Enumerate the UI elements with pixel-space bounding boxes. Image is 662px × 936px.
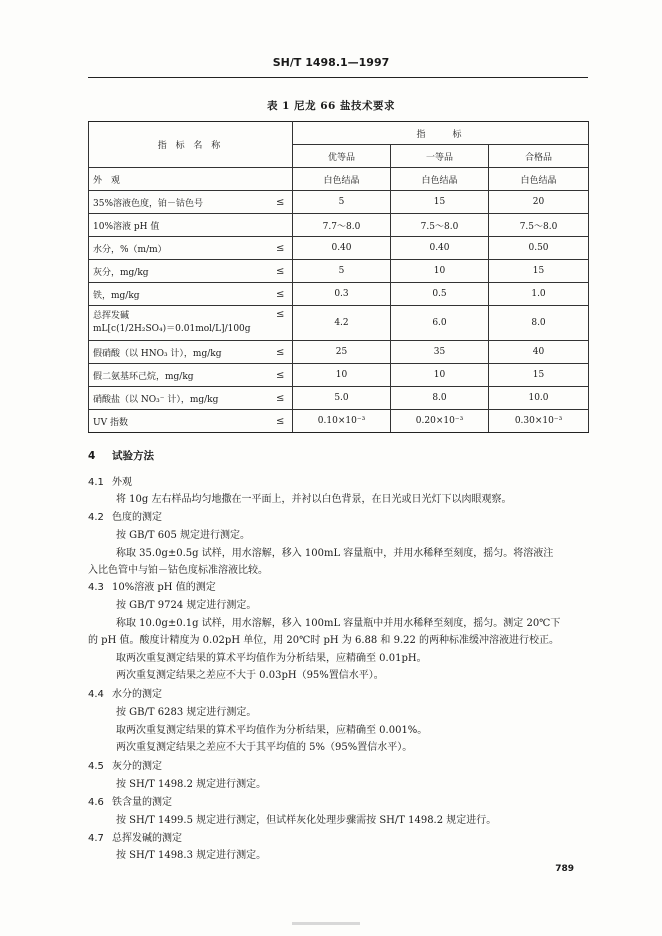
row-value: 7.5～8.0 [391,214,489,237]
row-name: 假硝酸（以 HNO₃ 计），mg/kg [89,341,269,364]
row-value: 0.30×10⁻³ [489,410,589,433]
row-value: 1.0 [489,283,589,306]
row-value: 5 [293,260,391,283]
row-name: UV 指数 [89,410,269,433]
subsection-number: 4.1 [88,477,104,488]
grade-qualified: 合格品 [489,145,589,168]
row-name: 铁，mg/kg [89,283,269,306]
header-rule [88,77,588,78]
row-symbol [269,168,293,191]
subsection-number: 4.2 [88,512,104,523]
row-symbol: ≤ [269,283,293,306]
row-name: 硝酸盐（以 NO₃⁻ 计），mg/kg [89,387,269,410]
spec-table [88,121,589,433]
paragraph: 按 GB/T 6283 规定进行测定。 [116,707,257,718]
table-title: 表 1 尼龙 66 盐技术要求 [266,100,396,112]
subsection-4-6 [88,793,172,808]
subsection-4-2 [88,508,162,523]
row-value: 0.3 [293,283,391,306]
head-index-name: 指 标 名 称 [89,122,293,168]
subsection-4-3 [88,578,216,593]
row-name: 灰分，mg/kg [89,260,269,283]
row-value: 15 [489,364,589,387]
row-name-cell [89,306,269,341]
table-row [89,191,589,214]
row-symbol: ≤ [269,191,293,214]
paragraph: 将 10g 左右样品均匀地撒在一平面上，并衬以白色背景，在日光或日光灯下以肉眼观察。 [116,494,512,505]
subsection-title: 色度的测定 [112,512,162,523]
row-value: 40 [489,341,589,364]
row-value: 20 [489,191,589,214]
paragraph: 称取 35.0g±0.5g 试样，用水溶解，移入 100mL 容量瓶中，并用水稀释至刻度，摇匀。将溶液注 [116,548,554,559]
row-value: 0.10×10⁻³ [293,410,391,433]
row-value: 10.0 [489,387,589,410]
row-value: 15 [489,260,589,283]
paragraph: 两次重复测定结果之差应不大于其平均值的 5%（95%置信水平）。 [116,742,413,753]
paragraph: 按 GB/T 9724 规定进行测定。 [116,600,257,611]
grade-first: 一等品 [391,145,489,168]
paragraph: 按 GB/T 605 规定进行测定。 [116,530,250,541]
section-number: 4 [88,450,96,462]
row-value: 8.0 [489,306,589,341]
table-row [89,410,589,433]
subsection-number: 4.6 [88,797,104,808]
row-symbol: ≤ [269,364,293,387]
subsection-title: 外观 [112,477,132,488]
row-value: 6.0 [391,306,489,341]
table-row [89,387,589,410]
row-value: 0.5 [391,283,489,306]
subsection-title: 总挥发碱的测定 [112,833,182,844]
subsection-4-5 [88,757,162,772]
table-row [89,306,589,341]
row-value: 5.0 [293,387,391,410]
subsection-title: 铁含量的测定 [112,797,172,808]
row-value: 10 [391,364,489,387]
head-index: 指 标 [293,122,589,145]
subsection-4-4 [88,685,162,700]
row-value: 7.5～8.0 [489,214,589,237]
row-name: 外 观 [89,168,269,191]
table-row [89,283,589,306]
paragraph: 按 SH/T 1498.2 规定进行测定。 [116,779,267,790]
table-row [89,237,589,260]
row-name: 总挥发碱 [93,311,130,321]
row-value: 8.0 [391,387,489,410]
row-symbol: ≤ [269,306,293,341]
row-value: 15 [391,191,489,214]
row-value: 0.40 [293,237,391,260]
row-symbol: ≤ [269,387,293,410]
table-row [89,168,589,191]
row-value: 0.20×10⁻³ [391,410,489,433]
standard-number: SH/T 1498.1—1997 [272,56,390,69]
paragraph: 两次重复测定结果之差应不大于 0.03pH（95%置信水平）。 [116,670,384,681]
row-symbol: ≤ [269,260,293,283]
row-value: 25 [293,341,391,364]
grade-premium: 优等品 [293,145,391,168]
row-value: 5 [293,191,391,214]
row-symbol: ≤ [269,341,293,364]
paragraph: 入比色管中与铂－钴色度标准溶液比较。 [88,565,268,576]
section-heading-4 [88,448,154,463]
row-symbol [269,214,293,237]
row-value: 白色结晶 [293,168,391,191]
scan-artifact [292,922,360,925]
row-name-unit: mL[c(1/2H₂SO₄)＝0.01mol/L]/100g [93,324,251,334]
row-value: 0.40 [391,237,489,260]
paragraph: 的 pH 值。酸度计精度为 0.02pH 单位，用 20℃时 pH 为 6.88 和 9.22 的两种标准缓冲溶液进行校正。 [88,635,560,646]
row-value: 7.7～8.0 [293,214,391,237]
subsection-number: 4.7 [88,833,104,844]
row-name: 10%溶液 pH 值 [89,214,269,237]
row-value: 白色结晶 [391,168,489,191]
row-symbol: ≤ [269,237,293,260]
page-number: 789 [555,864,574,874]
row-value: 35 [391,341,489,364]
row-symbol: ≤ [269,410,293,433]
row-value: 0.50 [489,237,589,260]
row-name: 35%溶液色度，铂－钴色号 [89,191,269,214]
row-value: 白色结晶 [489,168,589,191]
table-row [89,260,589,283]
paragraph: 按 SH/T 1499.5 规定进行测定，但试样灰化处理步骤需按 SH/T 1498.2 规定进行。 [116,815,497,826]
table-row [89,214,589,237]
subsection-4-1 [88,473,132,488]
subsection-4-7 [88,829,182,844]
row-value: 10 [293,364,391,387]
table-head-row [89,122,589,145]
row-name: 假二氨基环己烷，mg/kg [89,364,269,387]
row-name: 水分，%（m/m） [89,237,269,260]
row-value: 10 [391,260,489,283]
table-row [89,341,589,364]
subsection-title: 10%溶液 pH 值的测定 [112,582,216,593]
paragraph: 取两次重复测定结果的算术平均值作为分析结果，应精确至 0.01pH。 [116,653,427,664]
table-row [89,364,589,387]
paragraph: 取两次重复测定结果的算术平均值作为分析结果，应精确至 0.001%。 [116,725,428,736]
section-title: 试验方法 [112,450,154,462]
paragraph: 称取 10.0g±0.1g 试样，用水溶解，移入 100mL 容量瓶中并用水稀释至刻度，摇匀。测定 20℃下 [116,618,561,629]
subsection-title: 灰分的测定 [112,761,162,772]
paragraph: 按 SH/T 1498.3 规定进行测定。 [116,850,267,861]
subsection-number: 4.5 [88,761,104,772]
subsection-number: 4.4 [88,689,104,700]
subsection-number: 4.3 [88,582,104,593]
subsection-title: 水分的测定 [112,689,162,700]
row-value: 4.2 [293,306,391,341]
